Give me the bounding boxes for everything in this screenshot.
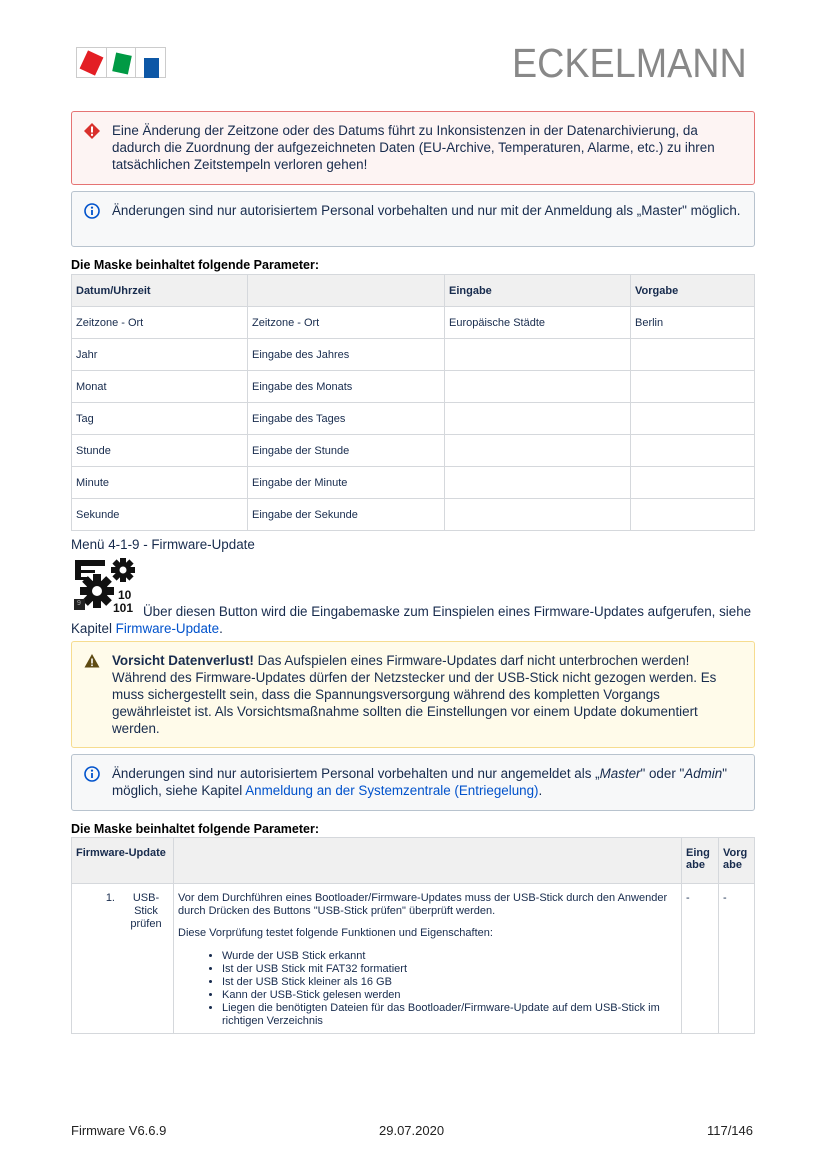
table-cell xyxy=(631,403,755,435)
info-text: Änderungen sind nur autorisiertem Personal vorbehalten und nur mit der Anmeldung als „Master" möglich. xyxy=(112,203,741,218)
row-number: 1. xyxy=(105,892,115,904)
footer-version: Firmware V6.6.9 xyxy=(71,1123,167,1138)
check-list xyxy=(222,950,677,1028)
table-cell xyxy=(631,467,755,499)
table-row xyxy=(72,307,755,339)
params-heading: Die Maske beinhaltet folgende Parameter: xyxy=(71,258,319,272)
icon-number-10: 10 xyxy=(118,588,132,602)
row-paragraph: Vor dem Durchführen eines Bootloader/Firmware-Updates muss der USB-Stick durch den Anwender durch Drücken des Buttons "USB-Stick prüfen" überprüft werden. xyxy=(178,892,668,917)
list-item: • Liegen die benötigten Dateien für das Bootloader/Firmware-Update auf dem USB-Stick im richtigen Verzeichnis xyxy=(222,1002,677,1028)
table-cell xyxy=(445,371,631,403)
footer-date: 29.07.2020 xyxy=(379,1123,445,1138)
header-cell: Firmware-Update xyxy=(72,838,174,884)
info2-text: Änderungen sind nur autorisiertem Personal vorbehalten und nur angemeldet als „ xyxy=(112,766,600,781)
table-cell: Europäische Städte xyxy=(445,307,631,339)
list-item: • Kann der USB-Stick gelesen werden xyxy=(222,989,677,1002)
table-cell: Berlin xyxy=(631,307,755,339)
params-heading-2: Die Maske beinhaltet folgende Parameter: xyxy=(71,822,319,836)
firmware-update-table xyxy=(71,837,755,1034)
list-item: • Ist der USB Stick mit FAT32 formatiert xyxy=(222,963,677,976)
table-cell: Stunde xyxy=(72,435,248,467)
warning-title: Vorsicht Datenverlust! xyxy=(112,653,254,668)
info-icon xyxy=(84,766,100,782)
header-cell: Eing abe xyxy=(682,838,719,884)
table-row xyxy=(72,467,755,499)
table-cell xyxy=(445,467,631,499)
header-cell: Vorg abe xyxy=(719,838,755,884)
warning-icon xyxy=(84,653,100,669)
table-row xyxy=(72,499,755,531)
table-cell: Eingabe des Jahres xyxy=(248,339,445,371)
list-item: • Wurde der USB Stick erkannt xyxy=(222,950,677,963)
error-text: Eine Änderung der Zeitzone oder des Datums führt zu Inkonsistenzen in der Datenarchivierung, da dadurch die Zuordnung der aufgezeichneten Daten (EU-Archive, Temperaturen, Alarme, etc.) zu ihren tatsächlichen Zeitstempeln verloren gehen! xyxy=(112,123,715,172)
table-cell: Tag xyxy=(72,403,248,435)
table-cell: Minute xyxy=(72,467,248,499)
row-paragraph: Diese Vorprüfung testet folgende Funktionen und Eigenschaften: xyxy=(178,927,493,939)
login-chapter-link[interactable]: Anmeldung an der Systemzentrale (Entriegelung) xyxy=(245,783,539,798)
table-cell xyxy=(631,371,755,403)
warning-panel xyxy=(71,641,755,748)
info2-text: . xyxy=(538,783,543,798)
list-item: • Ist der USB Stick kleiner als 16 GB xyxy=(222,976,677,989)
header-cell: Datum/Uhrzeit xyxy=(72,275,248,307)
desc-text: Über diesen Button wird die Eingabemaske zum Einspielen eines Firmware-Updates aufgerufen, siehe Kapitel xyxy=(71,604,752,636)
table-header-row xyxy=(72,838,755,884)
company-logo xyxy=(76,47,166,78)
info2-text: " möglich, siehe Kapitel xyxy=(112,766,727,798)
datetime-table xyxy=(71,274,755,531)
table-row xyxy=(72,339,755,371)
table-cell xyxy=(631,435,755,467)
row-label-cell xyxy=(72,884,174,1034)
info-icon xyxy=(84,203,100,219)
table-row xyxy=(72,435,755,467)
table-cell: Eingabe der Stunde xyxy=(248,435,445,467)
info2-text: " oder " xyxy=(640,766,685,781)
header-cell xyxy=(248,275,445,307)
role-admin: Admin xyxy=(684,766,723,781)
table-cell: Jahr xyxy=(72,339,248,371)
icon-small-number: 9 xyxy=(77,600,81,607)
header-cell: Eingabe xyxy=(445,275,631,307)
error-icon xyxy=(84,123,100,139)
role-master: Master xyxy=(599,766,641,781)
table-row xyxy=(72,403,755,435)
table-cell xyxy=(445,403,631,435)
header-cell: Vorgabe xyxy=(631,275,755,307)
info-panel-2 xyxy=(71,754,755,811)
firmware-update-link[interactable]: Firmware-Update xyxy=(115,621,220,636)
table-row xyxy=(72,371,755,403)
table-cell: Sekunde xyxy=(72,499,248,531)
firmware-description xyxy=(71,603,755,637)
table-row xyxy=(72,884,755,1034)
warning-text: Das Aufspielen eines Firmware-Updates darf nicht unterbrochen werden! Während des Firmware-Updates dürfen der Netzstecker und der USB-Stick nicht gezogen werden. Es muss sichergestellt sein, dass die Spannungsversorgung während des kompletten Vorgangs gewährleistet ist. Als Vorsichtsmaßnahme sollten die Einstellungen vor einem Update dokumentiert werden. xyxy=(112,653,717,736)
table-cell xyxy=(445,339,631,371)
footer-page: 117/146 xyxy=(706,1123,753,1138)
menu-title: Menü 4-1-9 - Firmware-Update xyxy=(71,537,255,552)
icon-number-101: 101 xyxy=(113,601,134,615)
table-cell: Monat xyxy=(72,371,248,403)
table-cell: Zeitzone - Ort xyxy=(248,307,445,339)
table-cell xyxy=(631,499,755,531)
table-cell: Eingabe des Monats xyxy=(248,371,445,403)
error-panel xyxy=(71,111,755,185)
row-description-cell xyxy=(174,884,682,1034)
table-cell: Eingabe des Tages xyxy=(248,403,445,435)
table-cell: Eingabe der Minute xyxy=(248,467,445,499)
table-cell xyxy=(445,435,631,467)
table-cell: Zeitzone - Ort xyxy=(72,307,248,339)
header-cell xyxy=(174,838,682,884)
table-cell xyxy=(631,339,755,371)
info-panel xyxy=(71,191,755,247)
row-name: USB-Stick prüfen xyxy=(130,892,162,930)
vorgabe-cell: - xyxy=(719,884,755,1034)
desc-end: . xyxy=(219,621,223,636)
table-cell: Eingabe der Sekunde xyxy=(248,499,445,531)
table-header-row xyxy=(72,275,755,307)
brand-wordmark: ECKELMANN xyxy=(512,40,747,86)
eingabe-cell: - xyxy=(682,884,719,1034)
table-cell xyxy=(445,499,631,531)
